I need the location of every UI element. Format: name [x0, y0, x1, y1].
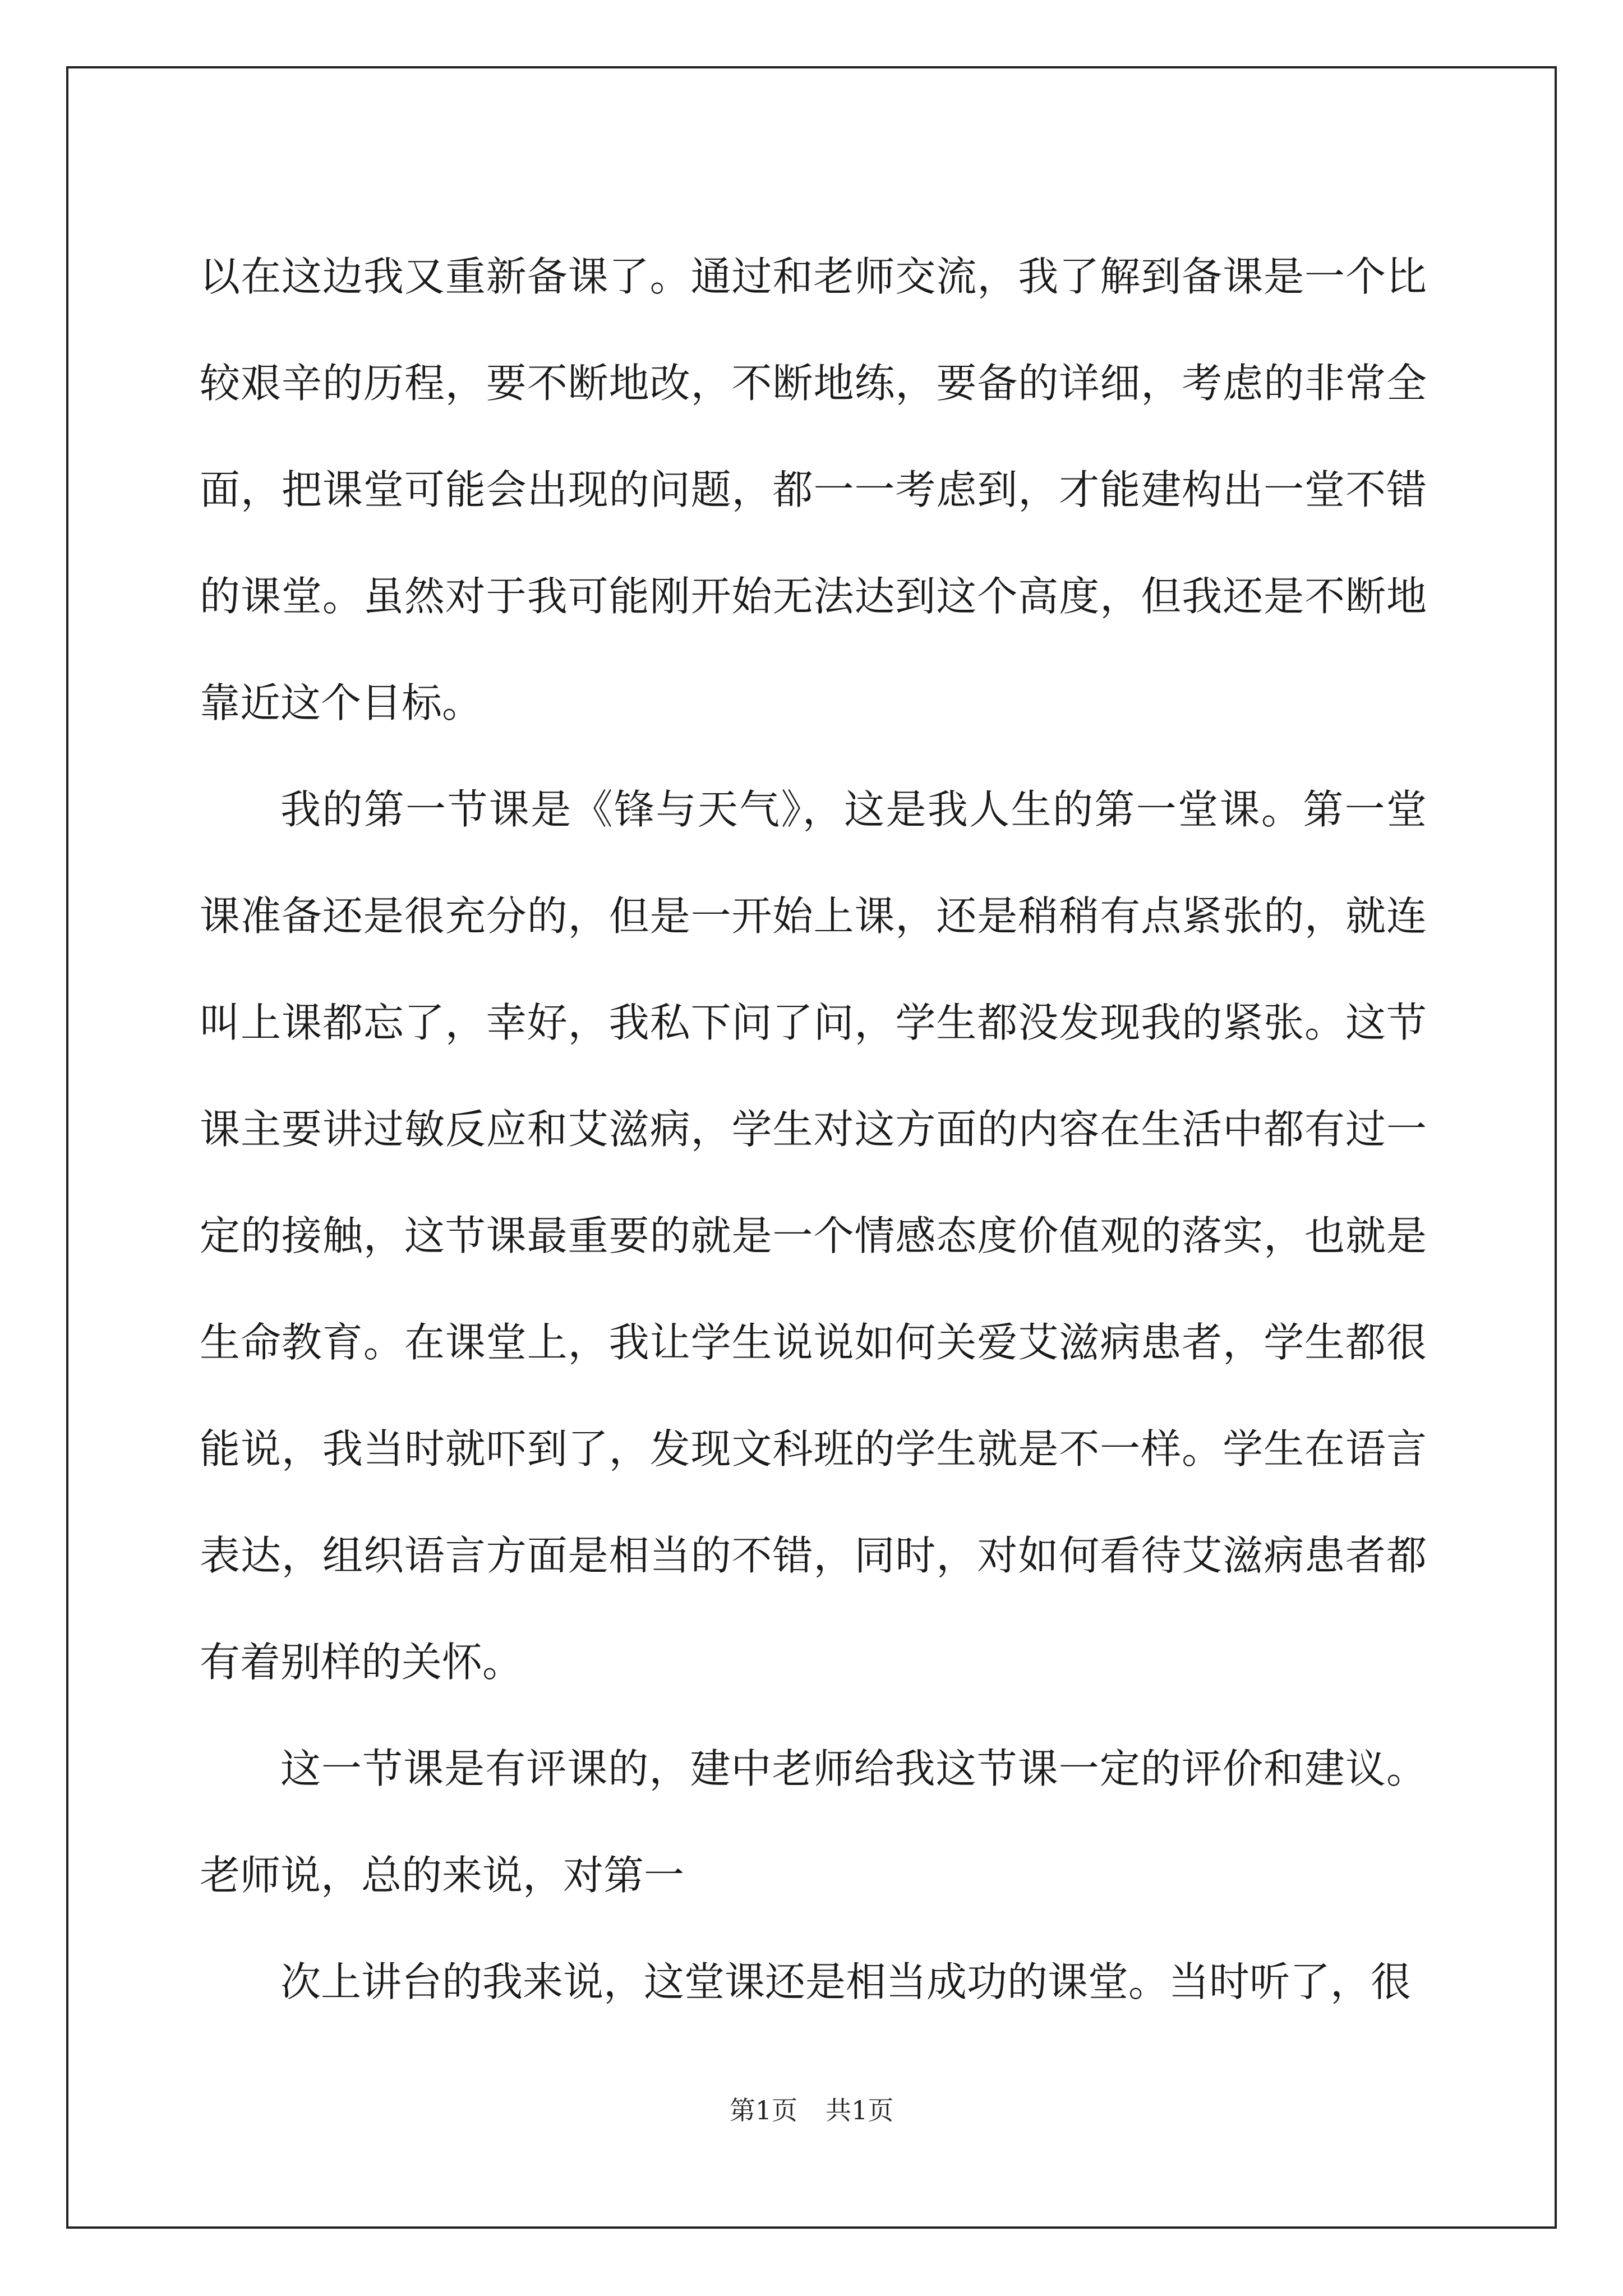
paragraph-4: 次上讲台的我来说，这堂课还是相当成功的课堂。当时听了，很 — [280, 1958, 1412, 2005]
page-number-total: 共1页 — [826, 2095, 894, 2125]
page-number-current: 第1页 — [729, 2095, 797, 2125]
document-body — [200, 223, 1427, 2035]
paragraph-3: 这一节课是有评课的，建中老师给我这节课一定的评价和建议。老师说，总的来说，对第一 — [200, 1745, 1427, 1899]
paragraph-1: 以在这边我又重新备课了。通过和老师交流，我了解到备课是一个比较艰辛的历程，要不断地改，不断地练，要备的详细，考虑的非常全面，把课堂可能会出现的问题，都一一考虑到，才能建构出一堂不错的课堂。虽然对于我可能刚开始无法达到这个高度，但我还是不断地靠近这个目标。 — [200, 253, 1427, 726]
page-footer — [0, 2090, 1623, 2127]
paragraph-2: 我的第一节课是《锋与天气》，这是我人生的第一堂课。第一堂课准备还是很充分的，但是一开始上课，还是稍稍有点紧张的，就连叫上课都忘了，幸好，我私下问了问，学生都没发现我的紧张。这节课主要讲过敏反应和艾滋病，学生对这方面的内容在生活中都有过一定的接触，这节课最重要的就是一个情感态度价值观的落实，也就是生命教育。在课堂上，我让学生说说如何关爱艾滋病患者，学生都很能说，我当时就吓到了，发现文科班的学生就是不一样。学生在语言表达，组织语言方面是相当的不错，同时，对如何看待艾滋病患者都有着别样的关怀。 — [200, 786, 1427, 1686]
